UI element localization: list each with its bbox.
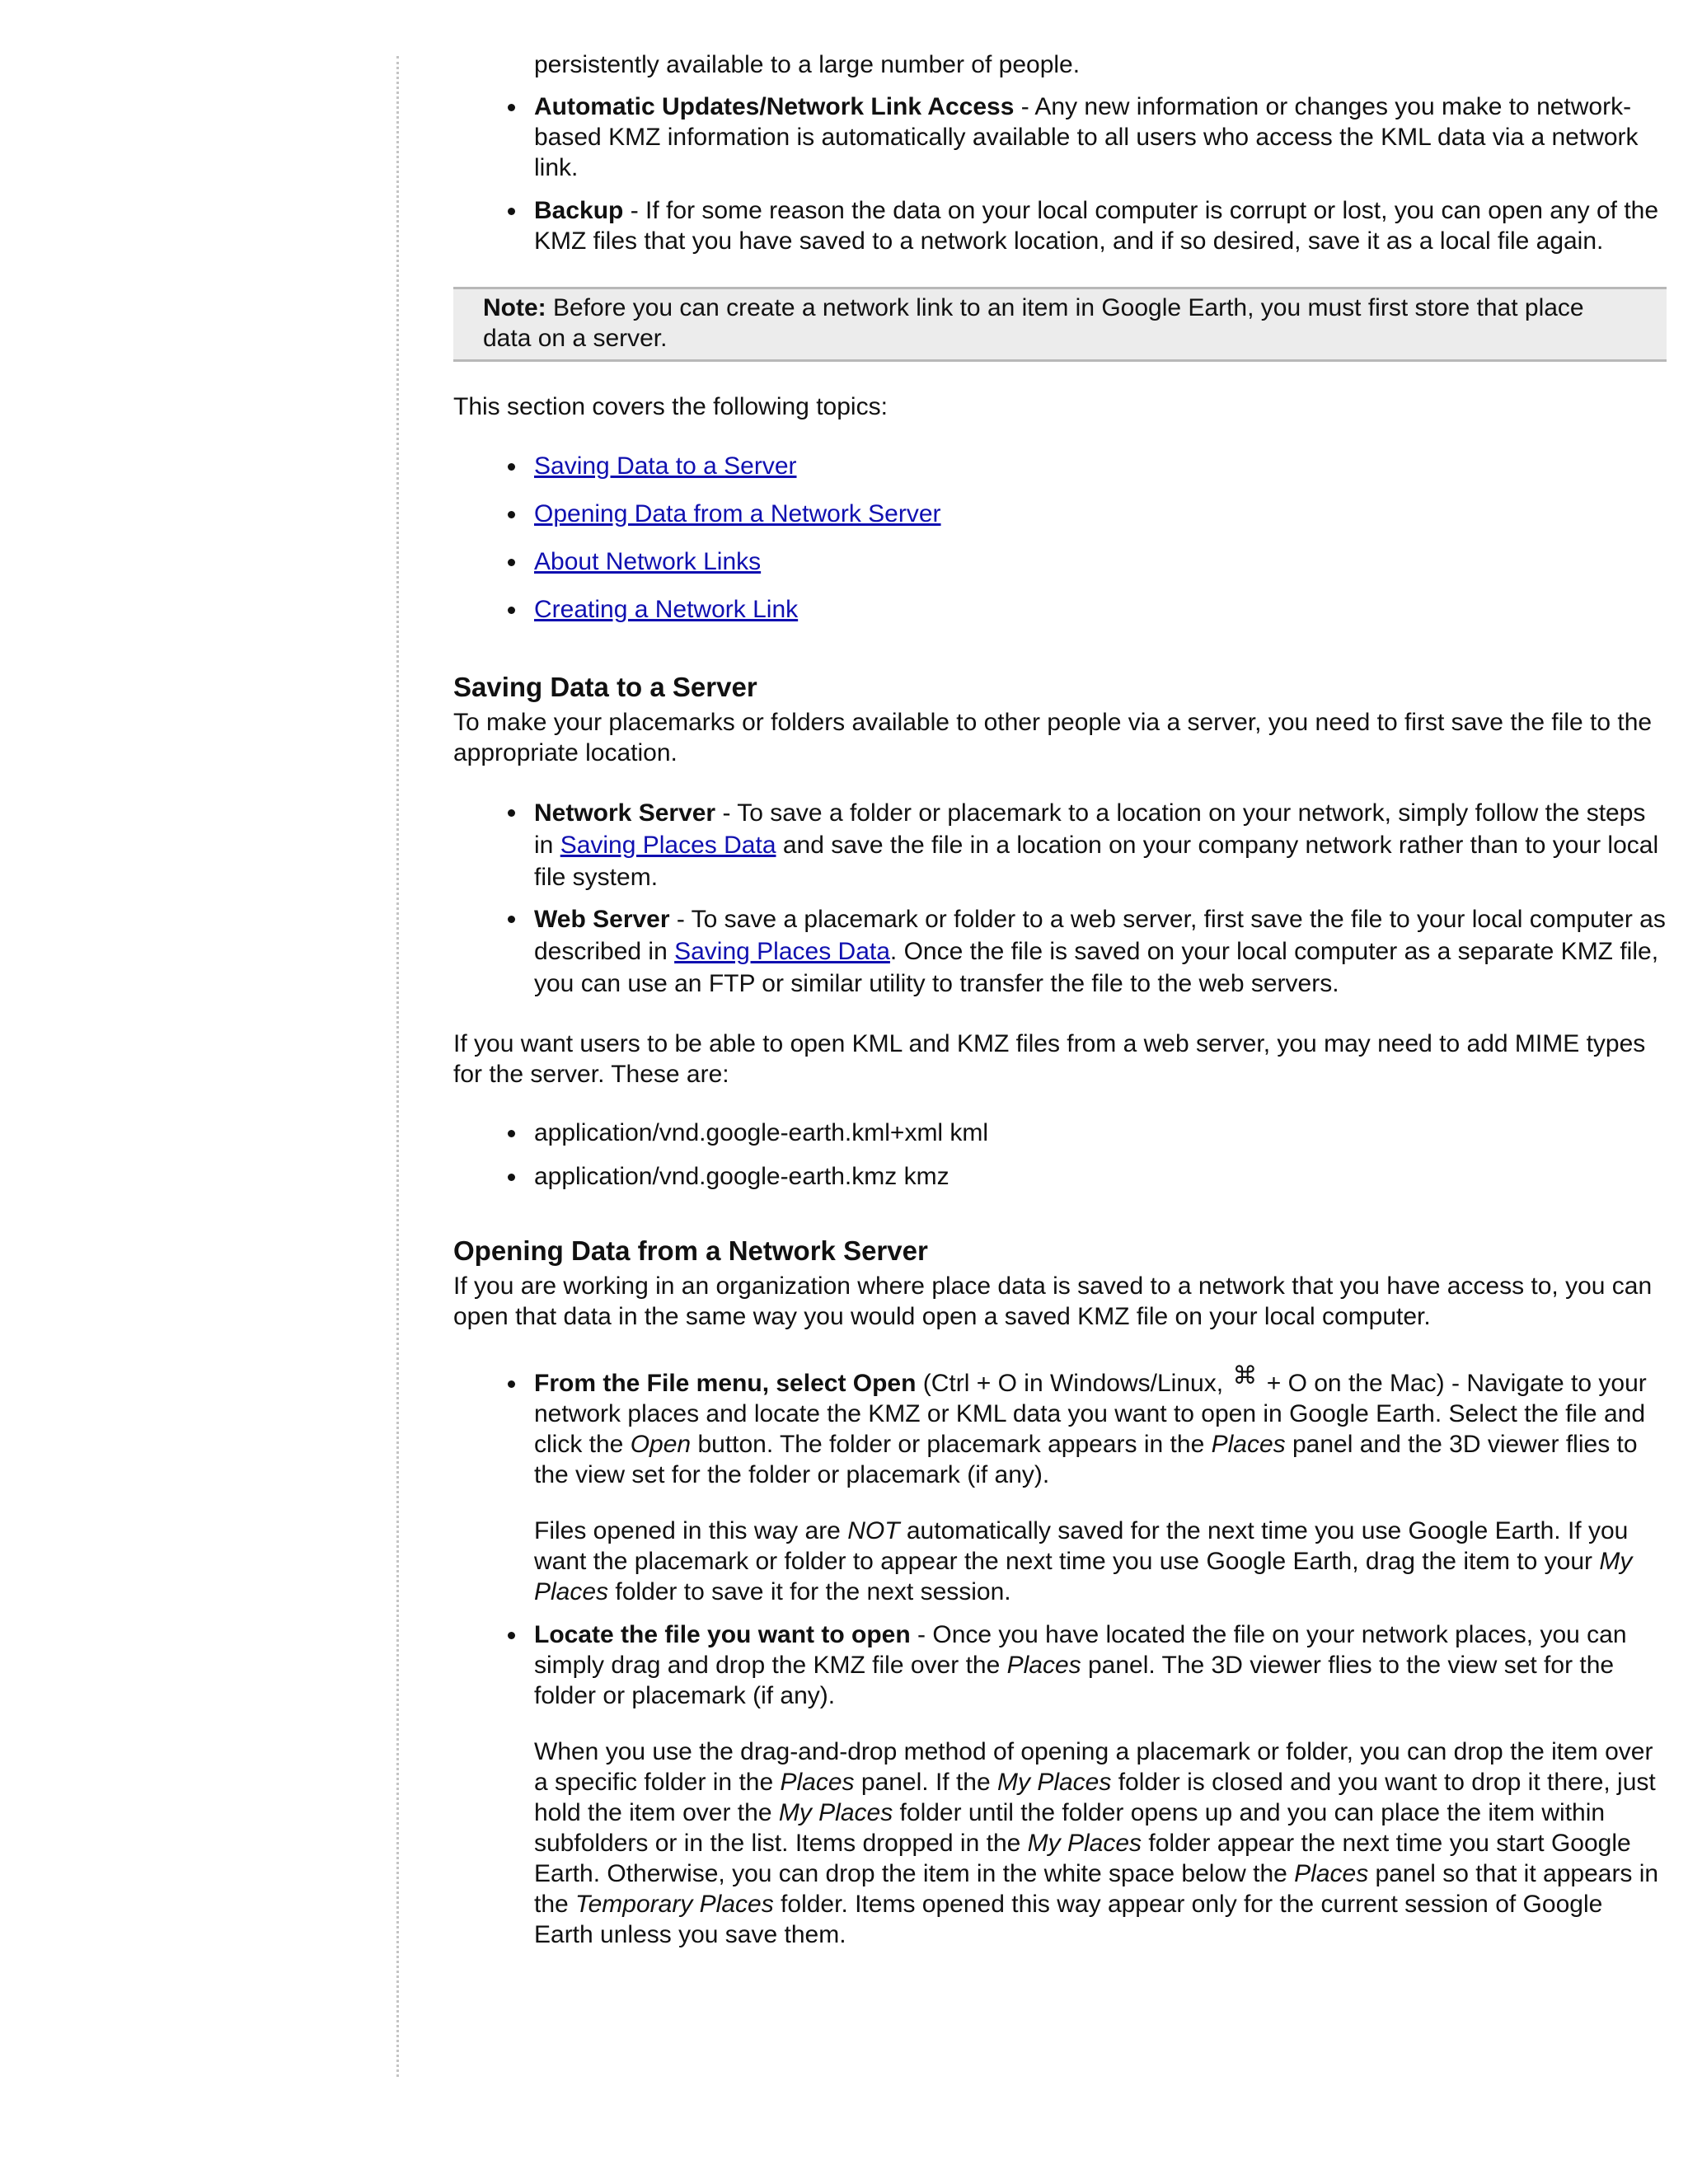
list-item [453,1118,1667,1148]
bullet-icon [508,916,515,923]
list-item: Web Server - To save a placemark or folder to a web server, first save the file to your local computer as described in Saving Places Data. Once the file is saved on your local computer as a separate KMZ file, you can use an FTP or similar utility to transfer the file to the web servers. [453,903,1667,1000]
item-followup-para: Files opened in this way are NOT automatically saved for the next time you use Google Earth. If you want the placemark or folder to appear the next time you use Google Earth, drag the item to your My Places folder to save it for the next session. [534,1517,1633,1605]
topic-link-about-network-links[interactable]: About Network Links [534,548,762,575]
item-text: Any new information or changes you make to network-based KMZ information is automatically available to all users who access the KML data via a network link. [534,93,1639,181]
help-content [453,49,1667,1950]
list-item: Backup - If for some reason the data on your local computer is corrupt or lost, you can open any of the KMZ files that you have saved to a network location, and if so desired, save it as a local file again. [453,195,1667,256]
bullet-icon [508,463,515,471]
bullet-icon [508,809,515,817]
item-text: If for some reason the data on your local computer is corrupt or lost, you can open any of the KMZ files that you have saved to a network location, and if so desired, save it as a local file again. [534,197,1659,255]
topic-link-saving-data[interactable]: Saving Data to a Server [534,452,797,480]
bullet-icon [508,559,515,566]
mime-type: application/vnd.google-earth.kmz kmz [534,1163,950,1190]
note-label: Note: [483,294,546,321]
mime-type: application/vnd.google-earth.kml+xml kml [534,1119,989,1146]
bullet-icon [508,1174,515,1181]
bullet-icon [508,1632,515,1639]
bullet-icon [508,1380,515,1388]
item-term: From the File menu, select Open [534,1370,917,1397]
bullet-icon [508,1130,515,1137]
topics-list [453,451,1667,625]
item-term: Automatic Updates/Network Link Access [534,93,1015,120]
sidebar-divider [396,56,399,2077]
list-item: Network Server - To save a folder or placemark to a location on your network, simply follow the steps in Saving Places Data and save the file in a location on your company network rather than to your local file system. [453,797,1667,893]
bullet-icon [508,607,515,614]
section-intro-saving: To make your placemarks or folders available to other people via a server, you need to first save the file to the appropriate location. [453,709,1653,766]
saving-places-data-link[interactable]: Saving Places Data [560,832,776,859]
item-followup-para: When you use the drag-and-drop method of opening a placemark or folder, you can drop the item over a specific folder in the Places panel. If the My Places folder is closed and you want to drop it there, just hold the item over the My Places folder until the folder opens up and you can place the item within subfolders or in the list. Items dropped in the My Places folder appear the next time you start Google Earth. Otherwise, you can drop the item in the white space below the Places panel so that it appears in the Temporary Places folder. Items opened this way appear only for the current session of Google Earth unless you save them. [534,1738,1659,1948]
list-item: Locate the file you want to open - Once you have located the file on your network places, you can simply drag and drop the KMZ file over the Places panel. The 3D viewer flies to the view set for the folder or placemark (if any). When you use the drag-and-drop method of opening a placemark or folder, you can drop the item over a specific folder in the Places panel. If the My Places folder is closed and you want to drop it there, just hold the item over the My Places folder until the folder opens up and you can place the item within subfolders or in the list. Items dropped in the My Places folder appear the next time you start Google Earth. Otherwise, you can drop the item in the white space below the Places panel so that it appears in the Temporary Places folder. Items opened this way appear only for the current session of Google Earth unless you save them. [453,1619,1667,1950]
note-box [453,287,1667,362]
item-term: Backup [534,197,624,224]
benefits-list [453,91,1667,256]
note-text: Before you can create a network link to an item in Google Earth, you must first store that place data on a server. [483,294,1584,352]
list-item [453,1161,1667,1192]
section-intro-opening: If you are working in an organization where place data is saved to a network that you have access to, you can open that data in the same way you would open a saved KMZ file on your local computer. [453,1272,1653,1330]
bullet-icon [508,104,515,111]
list-item [453,546,1667,577]
item-term: Locate the file you want to open [534,1621,911,1648]
mime-intro: If you want users to be able to open KML and KMZ files from a web server, you may need to add MIME types for the server. These are: [453,1030,1646,1088]
open-methods-list [453,1361,1667,1950]
item-term: Network Server [534,799,716,827]
command-key-icon: ⌘ [1232,1361,1258,1390]
list-item [453,499,1667,529]
bullet-icon [508,208,515,215]
section-heading-opening: Opening Data from a Network Server [453,1235,928,1266]
list-item: From the File menu, select Open (Ctrl + O in Windows/Linux, ⌘ + O on the Mac) - Navigate to your network places and locate the KMZ or KML data you want to open in Google Earth. Select the file and click the Open button. The folder or placemark appears in the Places panel and the 3D viewer flies to the view set for the folder or placemark (if any). Files opened in this way are NOT automatically saved for the next time you use Google Earth. If you want the placemark or folder to appear the next time you use Google Earth, drag the item to your My Places folder to save it for the next session. [453,1368,1667,1607]
topic-link-opening-data[interactable]: Opening Data from a Network Server [534,500,941,527]
bullet-icon [508,511,515,518]
saving-places-data-link[interactable]: Saving Places Data [674,938,890,965]
server-type-list [453,797,1667,1000]
intro-continuation: persistently available to a large number of people. [534,51,1081,78]
section-heading-saving: Saving Data to a Server [453,672,757,702]
list-item [453,451,1667,481]
topic-link-creating-network-link[interactable]: Creating a Network Link [534,596,799,623]
list-item [453,594,1667,625]
topics-intro: This section covers the following topics: [453,393,888,420]
mime-types-list [453,1118,1667,1192]
list-item: Automatic Updates/Network Link Access - Any new information or changes you make to network-based KMZ information is automatically available to all users who access the KML data via a network link. [453,91,1667,183]
item-term: Web Server [534,906,670,933]
